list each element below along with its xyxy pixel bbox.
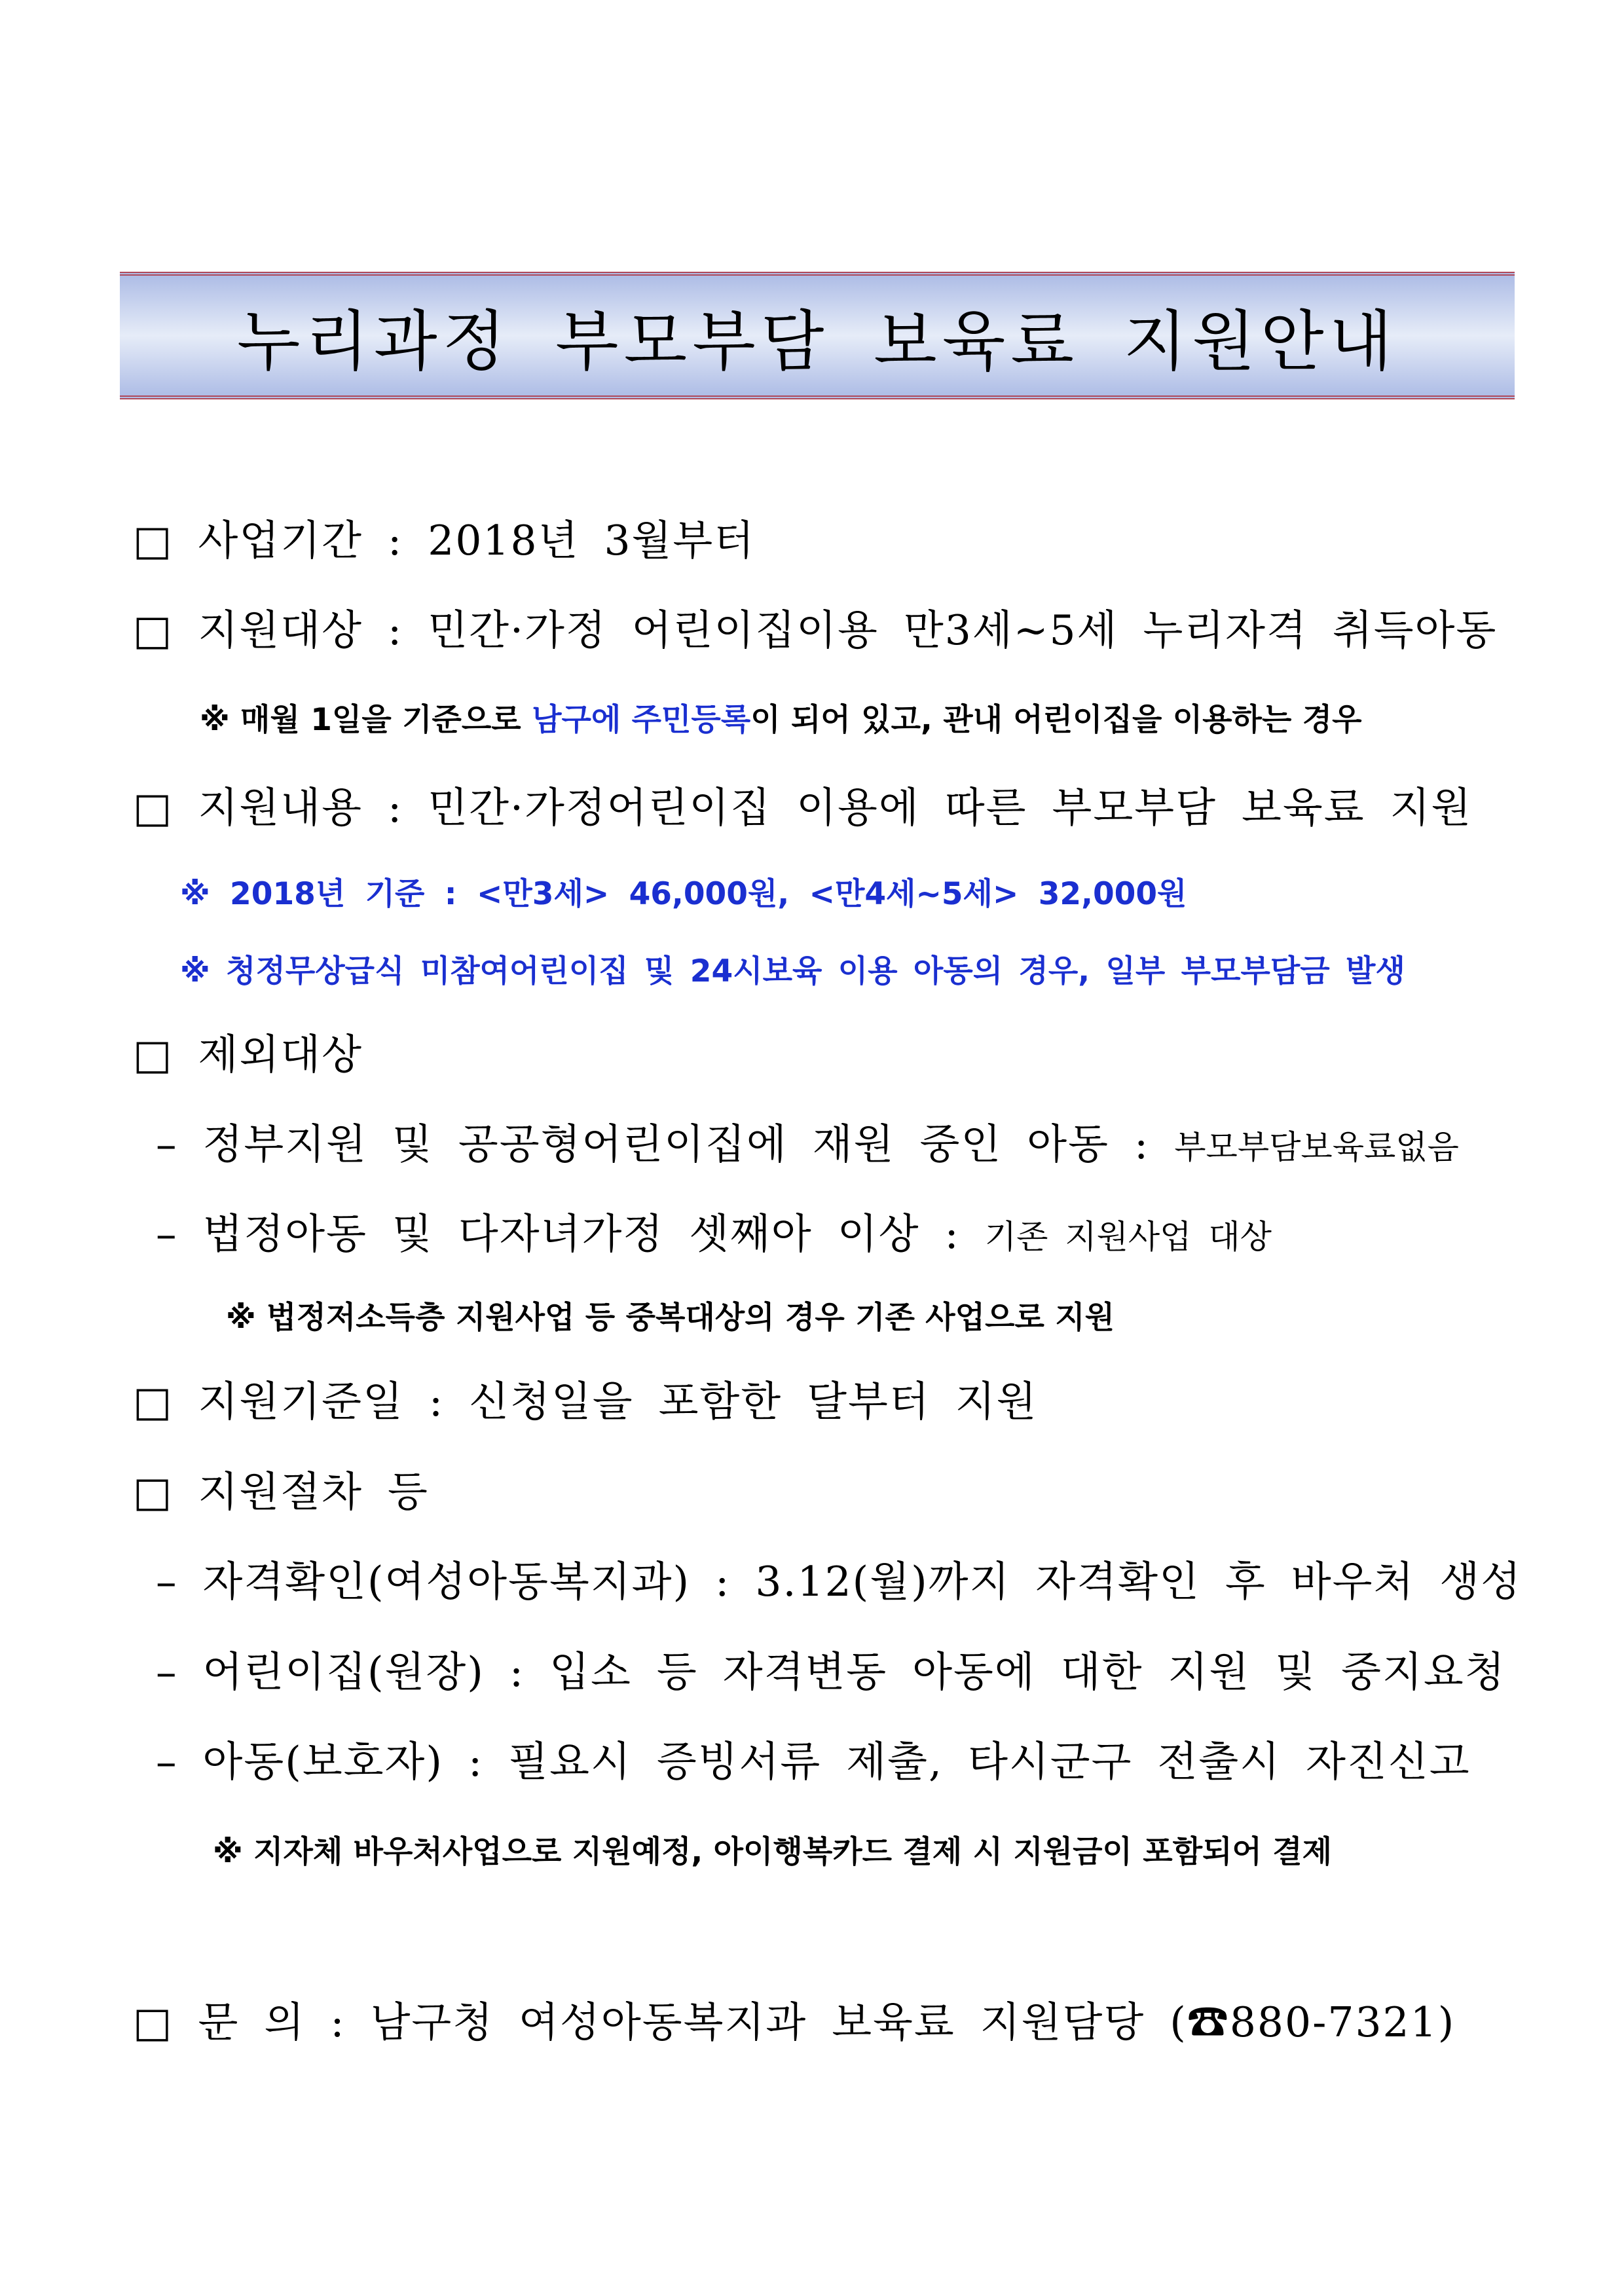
target-note-highlight: 남구에 주민등록 bbox=[532, 702, 751, 738]
exclusion-2-small: 기존 지원사업 대상 bbox=[984, 1218, 1272, 1256]
procedure-3: – 아동(보호자) : 필요시 증빙서류 제출, 타시군구 전출시 자진신고 bbox=[156, 1738, 1471, 1786]
item-exclusion: □ 제외대상 bbox=[133, 1031, 363, 1078]
exclusion-note: ※ 법정저소득층 지원사업 등 중복대상의 경우 기존 사업으로 지원 bbox=[226, 1300, 1115, 1336]
exclusion-1-small: 부모부담보육료없음 bbox=[1174, 1128, 1459, 1166]
item-period: □ 사업기간 : 2018년 3월부터 bbox=[133, 517, 756, 564]
page-title: 누리과정 부모부담 보육료 지원안내 bbox=[236, 303, 1398, 380]
procedure-2: – 어린이집(원장) : 입소 등 자격변동 아동에 대한 지원 및 중지요청 bbox=[156, 1648, 1506, 1696]
exclusion-2-main: – 법정아동 및 다자녀가정 셋째아 이상 : bbox=[156, 1210, 985, 1258]
target-note bbox=[200, 695, 1362, 739]
item-content: □ 지원내용 : 민간·가정어린이집 이용에 따른 부모부담 보육료 지원 bbox=[133, 784, 1473, 832]
target-note-part1: ※ 매월 1일을 기준으로 bbox=[200, 702, 532, 738]
exclusion-1 bbox=[156, 1111, 1459, 1171]
procedure-1: – 자격확인(여성아동복지과) : 3.12(월)까지 자격확인 후 바우처 생성 bbox=[156, 1558, 1522, 1606]
item-procedure: □ 지원절차 등 bbox=[133, 1468, 429, 1516]
target-note-part2: 이 되어 있고, 관내 어린이집을 이용하는 경우 bbox=[750, 702, 1362, 738]
content-note-1: ※ 2018년 기준 : <만3세> 46,000원, <만4세~5세> 32,000원 bbox=[180, 876, 1187, 912]
exclusion-2 bbox=[156, 1201, 1272, 1260]
procedure-note: ※ 지자체 바우처사업으로 지원예정, 아이행복카드 결제 시 지원금이 포함되어 결제 bbox=[213, 1834, 1333, 1870]
title-banner bbox=[120, 272, 1515, 399]
item-target: □ 지원대상 : 민간·가정 어린이집이용 만3세∼5세 누리자격 취득아동 bbox=[133, 606, 1498, 654]
item-base-date: □ 지원기준일 : 신청일을 포함한 달부터 지원 bbox=[133, 1378, 1038, 1425]
exclusion-1-main: – 정부지원 및 공공형어린이집에 재원 중인 아동 : bbox=[156, 1120, 1175, 1168]
item-inquiry: □ 문 의 : 남구청 여성아동복지과 보육료 지원담당 (☎880-7321) bbox=[133, 1998, 1456, 2046]
content-note-2: ※ 청정무상급식 미참여어린이집 및 24시보육 이용 아동의 경우, 일부 부모부담금 발생 bbox=[180, 953, 1405, 989]
